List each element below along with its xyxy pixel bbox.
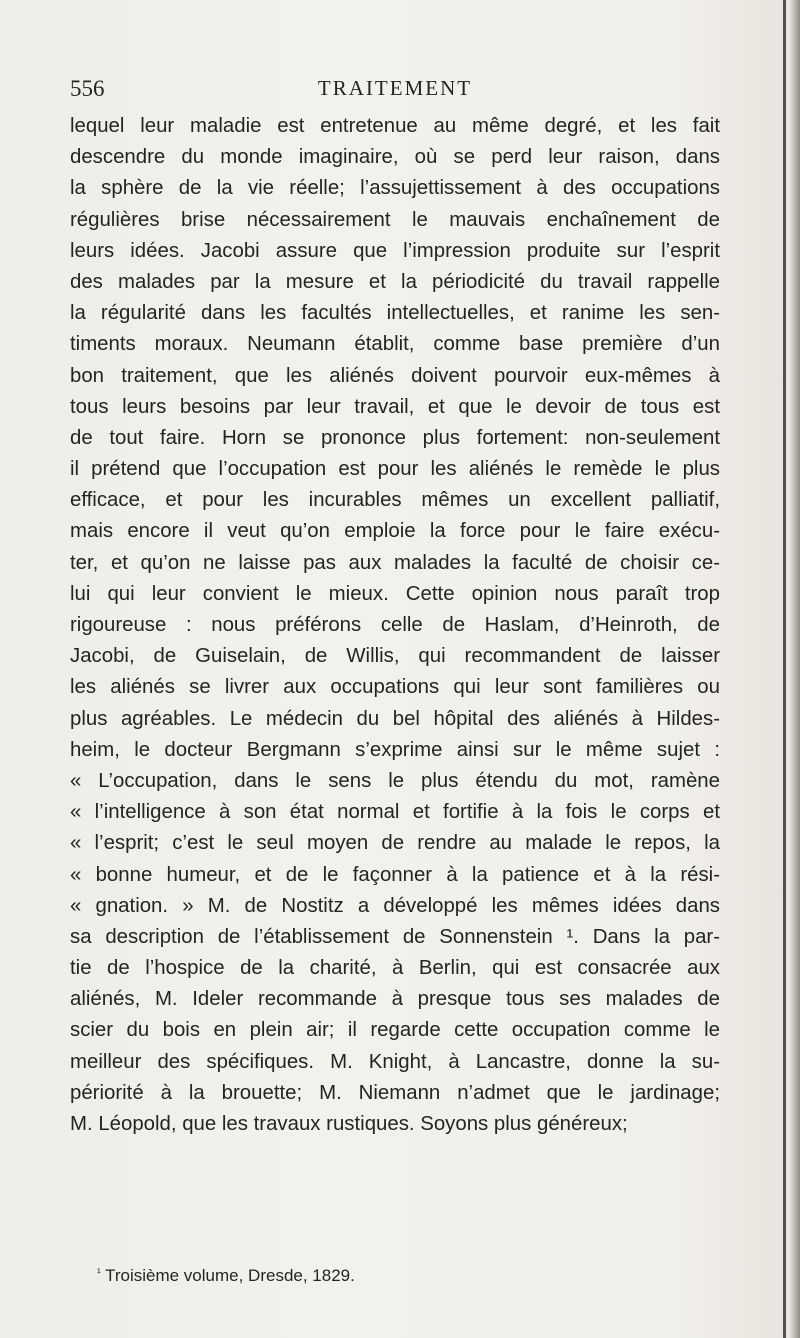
text-line: lui qui leur convient le mieux. Cette opinion nous paraît trop	[70, 582, 720, 605]
text-line: des malades par la mesure et la périodicité du travail rappelle	[70, 270, 720, 293]
text-line: mais encore il veut qu’on emploie la force pour le faire exécu-	[70, 520, 720, 543]
text-line: leurs idées. Jacobi assure que l’impression produite sur l’esprit	[70, 239, 720, 262]
text-line: scier du bois en plein air; il regarde cette occupation comme le	[70, 1019, 720, 1042]
text-line: de tout faire. Horn se prononce plus fortement: non-seulement	[70, 426, 720, 449]
footnote-marker: ¹	[97, 1267, 101, 1279]
text-line: tie de l’hospice de la charité, à Berlin, qui est consacrée aux	[70, 957, 720, 980]
text-line: régulières brise nécessairement le mauvais enchaînement de	[70, 208, 720, 231]
text-line: meilleur des spécifiques. M. Knight, à Lancastre, donne la su-	[70, 1050, 720, 1073]
text-line: « bonne humeur, et de le façonner à la patience et à la rési-	[70, 863, 720, 886]
text-line: il prétend que l’occupation est pour les aliénés le remède le plus	[70, 458, 720, 481]
text-line: ter, et qu’on ne laisse pas aux malades la faculté de choisir ce-	[70, 551, 720, 574]
text-line: la régularité dans les facultés intellectuelles, et ranime les sen-	[70, 302, 720, 325]
page-number: 556	[70, 76, 105, 101]
footnote	[97, 1264, 657, 1288]
text-line: M. Léopold, que les travaux rustiques. Soyons plus généreux;	[70, 1113, 628, 1135]
text-line: la sphère de la vie réelle; l’assujettissement à des occupations	[70, 177, 720, 200]
text-line: descendre du monde imaginaire, où se perd leur raison, dans	[70, 146, 720, 169]
text-line: périorité à la brouette; M. Niemann n’admet que le jardinage;	[70, 1081, 720, 1104]
text-line: tous leurs besoins par leur travail, et que le devoir de tous est	[70, 395, 720, 418]
body-text	[70, 111, 720, 1140]
text-line: « l’intelligence à son état normal et fortifie à la fois le corps et	[70, 801, 720, 824]
page-edge	[788, 0, 800, 1338]
text-line: sa description de l’établissement de Sonnenstein ¹. Dans la par-	[70, 925, 720, 948]
page-edge-line	[783, 0, 786, 1338]
page-header	[70, 76, 720, 106]
text-line: les aliénés se livrer aux occupations qui leur sont familières ou	[70, 676, 720, 699]
text-line: « L’occupation, dans le sens le plus étendu du mot, ramène	[70, 769, 720, 792]
text-line: plus agréables. Le médecin du bel hôpital des aliénés à Hildes-	[70, 707, 720, 730]
text-line: efficace, et pour les incurables mêmes un excellent palliatif,	[70, 489, 720, 512]
text-line: Jacobi, de Guiselain, de Willis, qui recommandent de laisser	[70, 645, 720, 668]
text-line: rigoureuse : nous préférons celle de Haslam, d’Heinroth, de	[70, 614, 720, 636]
text-line: aliénés, M. Ideler recommande à presque tous ses malades de	[70, 988, 720, 1011]
text-line: « gnation. » M. de Nostitz a développé les mêmes idées dans	[70, 894, 720, 917]
footnote-text: Troisième volume, Dresde, 1829.	[105, 1266, 355, 1285]
text-line: heim, le docteur Bergmann s’exprime ainsi sur le même sujet :	[70, 738, 720, 761]
text-line: bon traitement, que les aliénés doivent pourvoir eux-mêmes à	[70, 364, 720, 387]
text-line: « l’esprit; c’est le seul moyen de rendre au malade le repos, la	[70, 832, 720, 855]
text-line: timents moraux. Neumann établit, comme base première d’un	[70, 333, 720, 356]
running-head: TRAITEMENT	[317, 76, 473, 100]
text-line: lequel leur maladie est entretenue au même degré, et les fait	[70, 115, 720, 137]
